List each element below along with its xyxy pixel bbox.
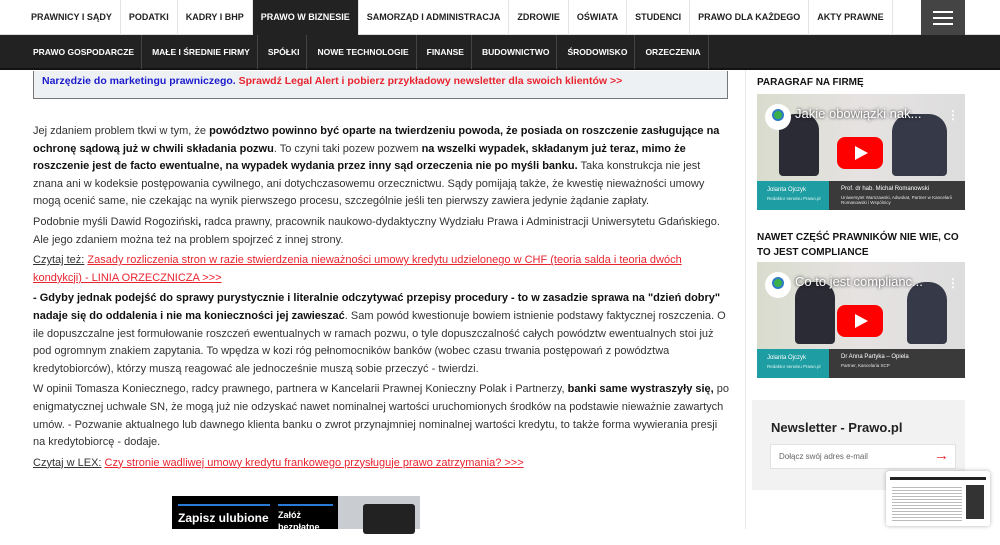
sub-nav [0, 35, 1000, 70]
nav-item[interactable]: AKTY PRAWNE [809, 0, 892, 35]
subnav-item[interactable]: BUDOWNICTWO [472, 35, 558, 69]
guest-caption: Dr Anna Partyka – Opiela Partner, Kancelaria SCP [829, 349, 965, 378]
laptop-image [338, 496, 420, 529]
subnav-item[interactable]: FINANSE [417, 35, 472, 69]
paragraph: Podobnie myśli Dawid Rogoziński, radca prawny, pracownik naukowo-dydaktyczny Wydziału Prawa i Administracji Uniwersytetu Gdańskiego. Ale jego zdaniem można też na problem spojrzeć z innej strony. [33, 215, 720, 246]
subnav-item[interactable]: MAŁE I ŚREDNIE FIRMY [142, 35, 258, 69]
video-player[interactable] [757, 262, 965, 378]
more-icon[interactable]: ⋮ [947, 276, 959, 290]
wolters-kluwer-logo [765, 272, 791, 298]
presenter-caption: Jolanta Ojczyk Redaktor serwisu Prawo.pl [757, 181, 829, 210]
read-also-link[interactable]: Zasady rozliczenia stron w razie stwierdzenia nieważności umowy kredytu udzielonego w CHF (teoria salda i teoria dwóch kondykcji) - LINIA ORZECZNICZA >>> [33, 254, 682, 284]
nav-item[interactable]: PRAWO DLA KAŻDEGO [690, 0, 809, 35]
top-nav [0, 0, 1000, 35]
nav-item[interactable]: PRAWNICY I SĄDY [23, 0, 121, 35]
advertisement[interactable] [172, 496, 420, 544]
ad-subtext: Załóż bezpłatne konto [278, 510, 320, 544]
section-title: NAWET CZĘŚĆ PRAWNIKÓW NIE WIE, CO TO JEST COMPLIANCE [757, 232, 959, 258]
newsletter-title: Newsletter - Prawo.pl [771, 420, 903, 435]
nav-item[interactable]: OŚWIATA [569, 0, 627, 35]
promo-banner [33, 71, 728, 99]
video-title[interactable]: Co to jest complianc... [795, 274, 923, 289]
nav-item[interactable]: SAMORZĄD I ADMINISTRACJA [359, 0, 510, 35]
page-preview-thumbnail[interactable] [886, 471, 990, 526]
read-also: Czytaj też: Zasady rozliczenia stron w razie stwierdzenia nieważności umowy kredytu udzielonego w CHF (teoria salda i teoria dwóch kondykcji) - LINIA ORZECZNICZA >>> [33, 254, 682, 284]
article-body [33, 123, 730, 475]
nav-item[interactable]: PODATKI [121, 0, 178, 35]
more-icon[interactable]: ⋮ [947, 108, 959, 122]
paragraph: - Gdyby jednak podejść do sprawy purystycznie i literalnie odczytywać przepisy procedury - to w zasadzie sprawa na "dzień dobry" nadaje się do oddalenia i nie ma konieczności jej zawieszać. Sam powód kwestionuje bowiem istnienie podstawy faktycznej roszczenia. O ile dopuszczalne jest formułowanie roszczeń ewentualnych w ramach pozwu, o tyle dopuszczalność całych powództw ewentualnych stoi już pod ogromnym znakiem zapytania. To wpędza w kozi róg pełnomocników banków (wobec czasu trwania postępowań z powództwa kredytobiorców), którzy muszą reagować ale jednocześnie muszą sobie przeczyć - twierdzi. [33, 292, 726, 375]
banner-text: Narzędzie do marketingu prawniczego. [42, 75, 236, 87]
read-in-lex-link[interactable]: Czy stronie wadliwej umowy kredytu frankowego przysługuje prawo zatrzymania? >>> [104, 456, 524, 469]
arrow-right-icon[interactable]: → [934, 447, 949, 464]
banner-link-text[interactable]: i pobierz przykładowy newsletter dla swoich klientów >> [341, 75, 623, 87]
presenter-caption: Jolanta Ojczyk Redaktor serwisu Prawo.pl [757, 349, 829, 378]
paragraph: W opinii Tomasza Koniecznego, radcy prawnego, partnera w Kancelarii Prawnej Konieczny Polak i Partnerzy, banki same wystraszyły się, po enigmatycznej uchwale SN, że mogą już nie odzyskać nawet nominalnej wartości uruchomionych środków na podstawie nieważnie zawartych umów. - Pozwanie aktualnego lub dawnego klienta banku o zwrot przynajmniej nominalnej wartości kredytu, to także forma wywierania presji na kredytobiorcę - dodaje. [33, 383, 730, 449]
banner-text-red: Sprawdź [238, 75, 282, 87]
nav-item[interactable]: KADRY I BHP [178, 0, 253, 35]
ad-headline: Zapisz ulubione [178, 511, 269, 525]
subnav-item[interactable]: ORZECZENIA [635, 35, 708, 69]
legal-alert-link[interactable]: Legal Alert [284, 75, 339, 87]
play-icon[interactable] [837, 305, 883, 337]
nav-item[interactable]: ZDROWIE [509, 0, 569, 35]
hamburger-icon[interactable] [921, 0, 965, 35]
read-in-lex: Czytaj w LEX: Czy stronie wadliwej umowy kredytu frankowego przysługuje prawo zatrzymania? >>> [33, 456, 524, 469]
subnav-item[interactable]: SPÓŁKI [258, 35, 308, 69]
nav-item[interactable]: STUDENCI [627, 0, 690, 35]
video-player[interactable] [757, 94, 965, 210]
guest-caption: Prof. dr hab. Michał Romanowski Uniwersytet Warszawski, Adwokat, Partner w Kancelarii Romanowski i Wspólnicy [829, 181, 965, 210]
email-input[interactable]: Dołącz swój adres e-mail → [770, 444, 956, 469]
paragraph: Jej zdaniem problem tkwi w tym, że powództwo powinno być oparte na twierdzeniu powoda, że posiada on roszczenie zasługujące na ochronę sądową już w chwili składania pozwu. To czyni taki pozew pozwem na wszelki wypadek, składanym już teraz, mimo że roszczenie jest de facto ewentualne, na wypadek wydania przez inny sąd orzeczenia nie po myśli banku. Taka konstrukcja nie jest znana ani w kodeksie postępowania cywilnego, ani dotychczasowemu orzecznictwu. Sądy pomijają także, że kwestię nieważności umowy mogą ocenić same, nie czekając na wynik pierwszego procesu, szczególnie jeśli ten pierwszy zawiera jedynie żądanie zapłaty. [33, 125, 720, 208]
nav-item[interactable]: PRAWO W BIZNESIE [253, 0, 359, 36]
sidebar-divider [745, 70, 746, 529]
video-title[interactable]: Jakie obowiązki nak... [795, 106, 922, 121]
wolters-kluwer-logo [765, 104, 791, 130]
play-icon[interactable] [837, 137, 883, 169]
subnav-item[interactable]: ŚRODOWISKO [557, 35, 635, 69]
section-title: PARAGRAF NA FIRMĘ [757, 77, 864, 88]
subnav-item[interactable]: PRAWO GOSPODARCZE [23, 35, 142, 69]
subnav-item[interactable]: NOWE TECHNOLOGIE [307, 35, 416, 69]
